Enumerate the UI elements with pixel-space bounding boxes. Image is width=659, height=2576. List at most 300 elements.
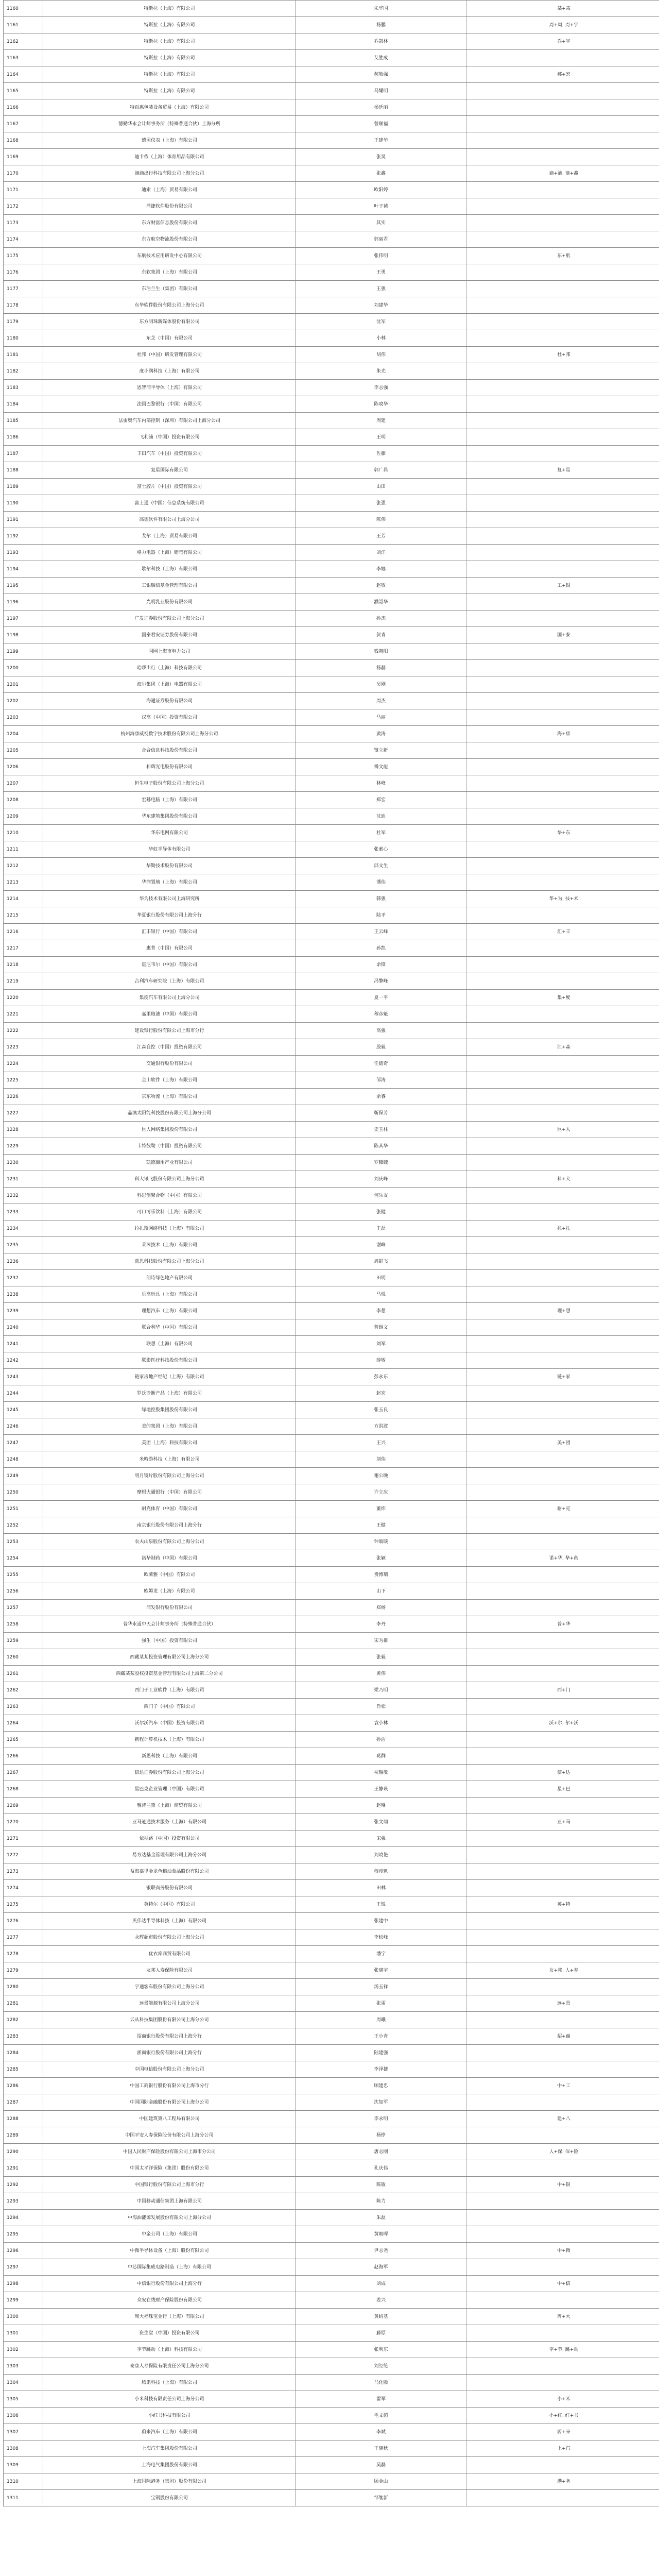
remark-cell [466, 1352, 659, 1369]
company-name-cell: 米哈游科技（上海）有限公司 [43, 1451, 296, 1468]
company-name-cell: 特斯拉（上海）有限公司 [43, 1, 296, 17]
remark-cell [466, 1418, 659, 1435]
company-name-cell: 欧莱雅（中国）有限公司 [43, 1567, 296, 1583]
company-name-cell: 丰田汽车（中国）投资有限公司 [43, 446, 296, 462]
company-name-cell: 泰康人寿保险有限责任公司上海分公司 [43, 2358, 296, 2375]
table-row [4, 1781, 659, 1798]
row-number-cell: 1200 [4, 660, 43, 676]
company-name-cell: 西藏某某股权投资基金管理有限公司上海第二分公司 [43, 1666, 296, 1682]
table-row [4, 1699, 659, 1715]
row-number-cell: 1296 [4, 2243, 43, 2259]
company-name-cell: 益海嘉里金龙鱼粮油食品股份有限公司 [43, 1863, 296, 1880]
table-row [4, 1929, 659, 1946]
remark-cell [466, 1880, 659, 1896]
row-number-cell: 1196 [4, 594, 43, 611]
legal-representative-cell: 张建中 [296, 1913, 466, 1929]
table-row [4, 1962, 659, 1979]
row-number-cell: 1247 [4, 1435, 43, 1451]
table-row [4, 1649, 659, 1666]
legal-representative-cell: 郑杨 [296, 1600, 466, 1616]
table-row [4, 1748, 659, 1765]
remark-cell: 中+银 [466, 2177, 659, 2193]
remark-cell: 远+景 [466, 1995, 659, 2012]
company-name-cell: 耐克体育（中国）有限公司 [43, 1501, 296, 1517]
remark-cell [466, 1253, 659, 1270]
company-name-cell: 汇丰银行（中国）有限公司 [43, 924, 296, 940]
legal-representative-cell: 葛群 [296, 1748, 466, 1765]
remark-cell: 科+大 [466, 1171, 659, 1188]
remark-cell [466, 83, 659, 99]
table-row [4, 2193, 659, 2210]
row-number-cell: 1260 [4, 1649, 43, 1666]
table-row [4, 1765, 659, 1781]
table-row [4, 479, 659, 495]
company-name-cell: 东软集团（上海）有限公司 [43, 264, 296, 281]
row-number-cell: 1310 [4, 2473, 43, 2490]
company-name-cell: 上海国际港务（集团）股份有限公司 [43, 2473, 296, 2490]
remark-cell: 英+特 [466, 1896, 659, 1913]
company-name-cell: 迪卡侬（上海）体育用品有限公司 [43, 149, 296, 165]
table-row [4, 1352, 659, 1369]
remark-cell: 周+周, 周+宇 [466, 17, 659, 33]
row-number-cell: 1219 [4, 973, 43, 990]
remark-cell [466, 874, 659, 891]
company-name-cell: 美的集团（上海）有限公司 [43, 1418, 296, 1435]
legal-representative-cell: 陈敏 [296, 2177, 466, 2193]
legal-representative-cell: 顾金山 [296, 2473, 466, 2490]
row-number-cell: 1309 [4, 2457, 43, 2473]
company-name-cell: 高德软件有限公司上海分公司 [43, 512, 296, 528]
legal-representative-cell: 周群飞 [296, 1253, 466, 1270]
company-name-cell: 歌尔科技（上海）有限公司 [43, 561, 296, 578]
legal-representative-cell: 陈伟 [296, 512, 466, 528]
remark-cell: 国+泰 [466, 627, 659, 643]
company-name-cell: 东华软件股份有限公司上海分公司 [43, 297, 296, 314]
legal-representative-cell: 邹涛 [296, 1072, 466, 1089]
legal-representative-cell: 王明 [296, 429, 466, 446]
row-number-cell: 1264 [4, 1715, 43, 1732]
legal-representative-cell: 吴刚 [296, 676, 466, 693]
table-row [4, 2424, 659, 2441]
table-row [4, 2391, 659, 2408]
table-row [4, 1501, 659, 1517]
company-name-cell: 亚马逊通技术服务（上海）有限公司 [43, 1814, 296, 1831]
remark-cell: 人+保, 保+险 [466, 2144, 659, 2160]
remark-cell: 中+微 [466, 2243, 659, 2259]
company-name-cell: 戈尔（上海）贸易有限公司 [43, 528, 296, 545]
company-name-cell: 鼎捷软件股份有限公司 [43, 198, 296, 215]
legal-representative-cell: 史玉柱 [296, 1122, 466, 1138]
table-row [4, 1056, 659, 1072]
legal-representative-cell: 周杰 [296, 693, 466, 709]
table-row [4, 825, 659, 841]
company-name-cell: 欧姆龙（上海）有限公司 [43, 1583, 296, 1600]
remark-cell: 江+森 [466, 1039, 659, 1056]
company-name-cell: 滴滴出行科技有限公司上海分公司 [43, 165, 296, 182]
table-row [4, 2160, 659, 2177]
table-row [4, 957, 659, 973]
row-number-cell: 1223 [4, 1039, 43, 1056]
legal-representative-cell: 沈军 [296, 314, 466, 330]
table-row [4, 1567, 659, 1583]
legal-representative-cell: 汤玉祥 [296, 1979, 466, 1995]
remark-cell [466, 643, 659, 660]
table-row [4, 1221, 659, 1237]
company-name-cell: 腾讯科技（上海）有限公司 [43, 2375, 296, 2391]
company-name-cell: 恒生电子股份有限公司上海分公司 [43, 775, 296, 792]
row-number-cell: 1252 [4, 1517, 43, 1534]
legal-representative-cell: 费博瑞 [296, 1567, 466, 1583]
company-name-cell: 西门子工业软件（上海）有限公司 [43, 1682, 296, 1699]
remark-cell: 东+航 [466, 248, 659, 264]
table-row [4, 2292, 659, 2309]
row-number-cell: 1306 [4, 2408, 43, 2424]
legal-representative-cell: 李斌 [296, 2424, 466, 2441]
legal-representative-cell: 刘庆峰 [296, 1171, 466, 1188]
row-number-cell: 1280 [4, 1979, 43, 1995]
row-number-cell: 1195 [4, 578, 43, 594]
table-row [4, 2441, 659, 2457]
table-row [4, 363, 659, 380]
table-row [4, 1023, 659, 1039]
company-name-cell: 招商银行股份有限公司上海分行 [43, 2028, 296, 2045]
remark-cell [466, 957, 659, 973]
row-number-cell: 1278 [4, 1946, 43, 1962]
table-row [4, 182, 659, 198]
company-name-cell: 飞利浦（中国）投资有限公司 [43, 429, 296, 446]
remark-cell [466, 759, 659, 775]
remark-cell [466, 1748, 659, 1765]
remark-cell: 信+达 [466, 1765, 659, 1781]
company-name-cell: 中国建筑第八工程局有限公司 [43, 2111, 296, 2127]
legal-representative-cell: 李泽捷 [296, 2061, 466, 2078]
legal-representative-cell: 杨磊 [296, 660, 466, 676]
row-number-cell: 1291 [4, 2160, 43, 2177]
legal-representative-cell: 尹志尧 [296, 2243, 466, 2259]
table-row [4, 2028, 659, 2045]
remark-cell [466, 792, 659, 808]
legal-representative-cell: 张健 [296, 1204, 466, 1221]
row-number-cell: 1298 [4, 2276, 43, 2292]
remark-cell: 工+银 [466, 578, 659, 594]
row-number-cell: 1276 [4, 1913, 43, 1929]
row-number-cell: 1197 [4, 611, 43, 627]
company-name-cell: 东方航空物流股份有限公司 [43, 231, 296, 248]
legal-representative-cell: 黄朝晖 [296, 2226, 466, 2243]
row-number-cell: 1225 [4, 1072, 43, 1089]
company-name-cell: 周大福珠宝金行（上海）有限公司 [43, 2309, 296, 2325]
legal-representative-cell: 孙洁 [296, 1732, 466, 1748]
table-row [4, 1995, 659, 2012]
remark-cell: 某+某 [466, 1, 659, 17]
table-row [4, 709, 659, 726]
row-number-cell: 1173 [4, 215, 43, 231]
row-number-cell: 1244 [4, 1385, 43, 1402]
row-number-cell: 1193 [4, 545, 43, 561]
row-number-cell: 1289 [4, 2127, 43, 2144]
remark-cell [466, 413, 659, 429]
remark-cell: 拉+扎 [466, 1221, 659, 1237]
company-name-cell: 法国巴黎银行（中国）有限公司 [43, 396, 296, 413]
legal-representative-cell: 郭丽君 [296, 231, 466, 248]
remark-cell [466, 528, 659, 545]
remark-cell [466, 2490, 659, 2506]
company-name-cell: 吉利汽车研究院（上海）有限公司 [43, 973, 296, 990]
remark-cell [466, 1155, 659, 1171]
row-number-cell: 1241 [4, 1336, 43, 1352]
legal-representative-cell: 穆彦魁 [296, 1863, 466, 1880]
legal-representative-cell: 刘建华 [296, 297, 466, 314]
row-number-cell: 1199 [4, 643, 43, 660]
remark-cell [466, 1633, 659, 1649]
table-row [4, 165, 659, 182]
remark-cell [466, 1517, 659, 1534]
company-name-cell: 复星国际有限公司 [43, 462, 296, 479]
remark-cell [466, 2127, 659, 2144]
remark-cell: 华+东 [466, 825, 659, 841]
remark-cell [466, 99, 659, 116]
row-number-cell: 1236 [4, 1253, 43, 1270]
company-name-cell: 可口可乐饮料（上海）有限公司 [43, 1204, 296, 1221]
table-row [4, 198, 659, 215]
remark-cell [466, 297, 659, 314]
row-number-cell: 1273 [4, 1863, 43, 1880]
company-name-cell: 莱茵技术（上海）有限公司 [43, 1237, 296, 1253]
company-name-cell: 联想（上海）有限公司 [43, 1336, 296, 1352]
legal-representative-cell: 贺青 [296, 627, 466, 643]
company-name-cell: 特斯拉（上海）有限公司 [43, 33, 296, 50]
table-row [4, 50, 659, 66]
remark-cell [466, 231, 659, 248]
table-row [4, 1979, 659, 1995]
legal-representative-cell: 朱光 [296, 363, 466, 380]
legal-representative-cell: 田林 [296, 1880, 466, 1896]
legal-representative-cell: 袁小林 [296, 1715, 466, 1732]
company-table-body [4, 1, 659, 2506]
row-number-cell: 1239 [4, 1303, 43, 1319]
legal-representative-cell: 王建华 [296, 132, 466, 149]
row-number-cell: 1160 [4, 1, 43, 17]
table-row [4, 248, 659, 264]
remark-cell [466, 2292, 659, 2309]
legal-representative-cell: 彭永东 [296, 1369, 466, 1385]
row-number-cell: 1255 [4, 1567, 43, 1583]
legal-representative-cell: 佐藤 [296, 446, 466, 462]
table-row [4, 2243, 659, 2259]
company-name-cell: 东芝（中国）有限公司 [43, 330, 296, 347]
row-number-cell: 1213 [4, 874, 43, 891]
remark-cell [466, 363, 659, 380]
company-name-cell: 中微半导体设备（上海）股份有限公司 [43, 2243, 296, 2259]
table-row [4, 2061, 659, 2078]
legal-representative-cell: 宋为群 [296, 1633, 466, 1649]
legal-representative-cell: 张颖 [296, 1550, 466, 1567]
legal-representative-cell: 刘军 [296, 1336, 466, 1352]
legal-representative-cell: 李娜 [296, 561, 466, 578]
remark-cell: 美+团 [466, 1435, 659, 1451]
legal-representative-cell: 姜兴 [296, 2292, 466, 2309]
remark-cell [466, 1286, 659, 1303]
row-number-cell: 1183 [4, 380, 43, 396]
company-name-cell: 汉高（中国）投资有限公司 [43, 709, 296, 726]
remark-cell: 周+大 [466, 2309, 659, 2325]
legal-representative-cell: 艾胜成 [296, 50, 466, 66]
company-name-cell: 中国人民财产保险股份有限公司上海市分公司 [43, 2144, 296, 2160]
remark-cell [466, 709, 659, 726]
company-table [3, 0, 659, 2506]
table-row [4, 1831, 659, 1847]
company-name-cell: 携程计算机技术（上海）有限公司 [43, 1732, 296, 1748]
row-number-cell: 1222 [4, 1023, 43, 1039]
company-name-cell: 华润置地（上海）有限公司 [43, 874, 296, 891]
legal-representative-cell: 林峰 [296, 775, 466, 792]
company-name-cell: 国泰君安证券股份有限公司 [43, 627, 296, 643]
table-row [4, 1484, 659, 1501]
legal-representative-cell: 黄绍基 [296, 2309, 466, 2325]
legal-representative-cell: 张强 [296, 495, 466, 512]
row-number-cell: 1267 [4, 1765, 43, 1781]
row-number-cell: 1231 [4, 1171, 43, 1188]
row-number-cell: 1176 [4, 264, 43, 281]
company-name-cell: 特百惠包装设备贸易（上海）有限公司 [43, 99, 296, 116]
table-row [4, 2325, 659, 2342]
remark-cell: 中+信 [466, 2276, 659, 2292]
legal-representative-cell: 胡伟 [296, 347, 466, 363]
row-number-cell: 1229 [4, 1138, 43, 1155]
legal-representative-cell: 郝敏强 [296, 66, 466, 83]
company-name-cell: 工银瑞信基金管理有限公司 [43, 578, 296, 594]
table-row [4, 413, 659, 429]
table-row [4, 1913, 659, 1929]
remark-cell [466, 742, 659, 759]
remark-cell [466, 545, 659, 561]
company-name-cell: 罗氏诊断产品（上海）有限公司 [43, 1385, 296, 1402]
legal-representative-cell: 王健 [296, 1517, 466, 1534]
remark-cell [466, 1270, 659, 1286]
table-row [4, 1732, 659, 1748]
legal-representative-cell: 曾顺福 [296, 116, 466, 132]
table-row [4, 990, 659, 1006]
legal-representative-cell: 郑宏 [296, 792, 466, 808]
table-row [4, 2259, 659, 2276]
row-number-cell: 1235 [4, 1237, 43, 1253]
company-name-cell: 金山软件（上海）有限公司 [43, 1072, 296, 1089]
company-name-cell: 蓝思科技股份有限公司上海分公司 [43, 1253, 296, 1270]
company-name-cell: 新思科技（上海）有限公司 [43, 1748, 296, 1765]
company-name-cell: 中金公司（上海）有限公司 [43, 2226, 296, 2243]
remark-cell [466, 1385, 659, 1402]
row-number-cell: 1191 [4, 512, 43, 528]
table-row [4, 1682, 659, 1699]
row-number-cell: 1257 [4, 1600, 43, 1616]
legal-representative-cell: 陆建强 [296, 2045, 466, 2061]
row-number-cell: 1163 [4, 50, 43, 66]
row-number-cell: 1293 [4, 2193, 43, 2210]
company-name-cell: 美团（上海）科技有限公司 [43, 1435, 296, 1451]
remark-cell [466, 2259, 659, 2276]
company-name-cell: 宏碁电脑（上海）有限公司 [43, 792, 296, 808]
row-number-cell: 1181 [4, 347, 43, 363]
company-name-cell: 京东物流（上海）有限公司 [43, 1089, 296, 1105]
company-name-cell: 朗诗绿色地产有限公司 [43, 1270, 296, 1286]
table-row [4, 1418, 659, 1435]
legal-representative-cell: 肖松 [296, 1699, 466, 1715]
legal-representative-cell: 张晓宇 [296, 1962, 466, 1979]
table-row [4, 841, 659, 858]
company-name-cell: 晶澳太阳能科技股份有限公司上海分公司 [43, 1105, 296, 1122]
row-number-cell: 1192 [4, 528, 43, 545]
company-name-cell: 宇通客车股份有限公司上海分公司 [43, 1979, 296, 1995]
table-row [4, 17, 659, 33]
row-number-cell: 1269 [4, 1798, 43, 1814]
remark-cell [466, 2193, 659, 2210]
table-row [4, 1550, 659, 1567]
table-row [4, 330, 659, 347]
table-row [4, 1253, 659, 1270]
row-number-cell: 1212 [4, 858, 43, 874]
legal-representative-cell: 杨铮 [296, 2127, 466, 2144]
legal-representative-cell: 刘晓艳 [296, 1847, 466, 1863]
table-row [4, 1138, 659, 1155]
legal-representative-cell: 欧阳婷 [296, 182, 466, 198]
row-number-cell: 1170 [4, 165, 43, 182]
remark-cell: 建+八 [466, 2111, 659, 2127]
company-name-cell: 恩智浦半导体（上海）有限公司 [43, 380, 296, 396]
table-row [4, 1847, 659, 1863]
legal-representative-cell: 赵海军 [296, 2259, 466, 2276]
table-row [4, 2127, 659, 2144]
table-row [4, 940, 659, 957]
remark-cell [466, 594, 659, 611]
company-name-cell: 华虹半导体有限公司 [43, 841, 296, 858]
row-number-cell: 1297 [4, 2259, 43, 2276]
legal-representative-cell: 冯擎峰 [296, 973, 466, 990]
remark-cell [466, 676, 659, 693]
legal-representative-cell: 穆彦魁 [296, 1006, 466, 1023]
row-number-cell: 1242 [4, 1352, 43, 1369]
legal-representative-cell: 藤原 [296, 2325, 466, 2342]
remark-cell [466, 380, 659, 396]
remark-cell [466, 1929, 659, 1946]
table-row [4, 627, 659, 643]
table-row [4, 2177, 659, 2193]
company-name-cell: 富士通（中国）信息系统有限公司 [43, 495, 296, 512]
remark-cell [466, 149, 659, 165]
table-row [4, 1, 659, 17]
company-name-cell: 易方达基金管理有限公司上海分公司 [43, 1847, 296, 1863]
legal-representative-cell: 毛文超 [296, 2408, 466, 2424]
table-row [4, 973, 659, 990]
row-number-cell: 1188 [4, 462, 43, 479]
company-name-cell: 雅诗兰黛（上海）商贸有限公司 [43, 1798, 296, 1814]
row-number-cell: 1174 [4, 231, 43, 248]
remark-cell: 友+邦, 人+寿 [466, 1962, 659, 1979]
company-name-cell: 特斯拉（上海）有限公司 [43, 50, 296, 66]
row-number-cell: 1301 [4, 2325, 43, 2342]
company-name-cell: 惠普（中国）有限公司 [43, 940, 296, 957]
table-row [4, 512, 659, 528]
row-number-cell: 1210 [4, 825, 43, 841]
company-name-cell: 星巴克企业管理（中国）有限公司 [43, 1781, 296, 1798]
table-row [4, 1896, 659, 1913]
legal-representative-cell: 何乐友 [296, 1188, 466, 1204]
remark-cell [466, 2210, 659, 2226]
row-number-cell: 1251 [4, 1501, 43, 1517]
row-number-cell: 1209 [4, 808, 43, 825]
table-row [4, 66, 659, 83]
row-number-cell: 1215 [4, 907, 43, 924]
legal-representative-cell: 王晓秋 [296, 2441, 466, 2457]
